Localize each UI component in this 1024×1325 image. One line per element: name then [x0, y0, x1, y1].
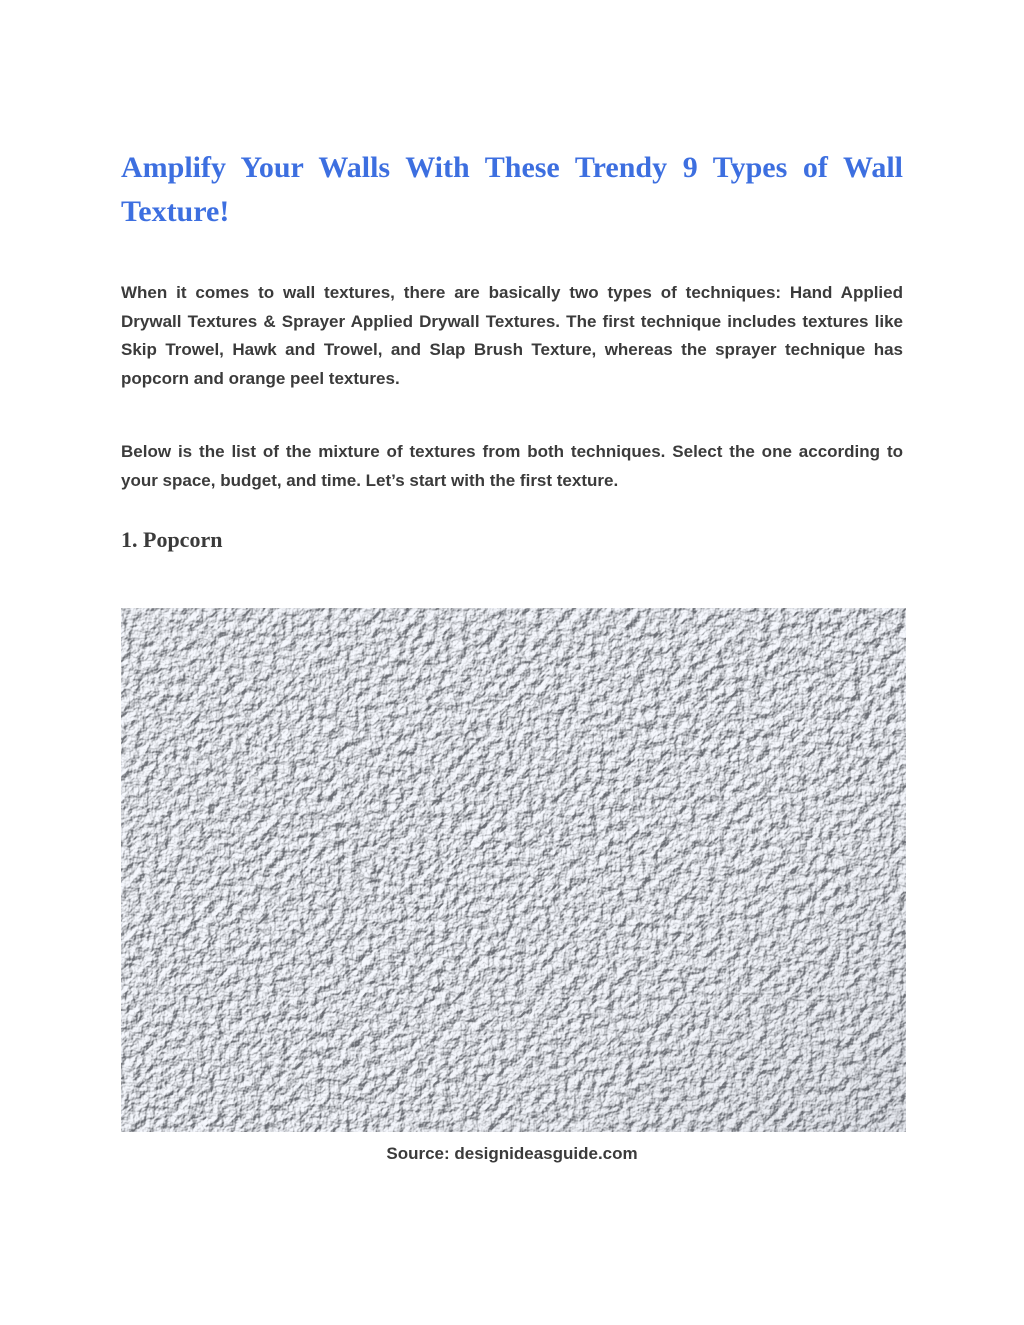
popcorn-texture-image	[121, 608, 906, 1132]
image-source-caption: Source: designideasguide.com	[386, 1144, 638, 1163]
intro-paragraph: When it comes to wall textures, there are basically two types of techniques: Hand Applied Drywall Textures & Sprayer Applied Drywall Textures. The first technique includes textures like Skip Trowel, Hawk and Trowel, and Slap Brush Texture, whereas the sprayer technique has popcorn and orange peel textures.	[121, 283, 903, 388]
list-intro-paragraph: Below is the list of the mixture of textures from both techniques. Select the one according to your space, budget, and time. Let’s start with the first texture.	[121, 442, 903, 490]
article-title: Amplify Your Walls With These Trendy 9 Types of Wall Texture!	[121, 151, 903, 228]
section-heading-popcorn: 1. Popcorn	[121, 527, 223, 552]
